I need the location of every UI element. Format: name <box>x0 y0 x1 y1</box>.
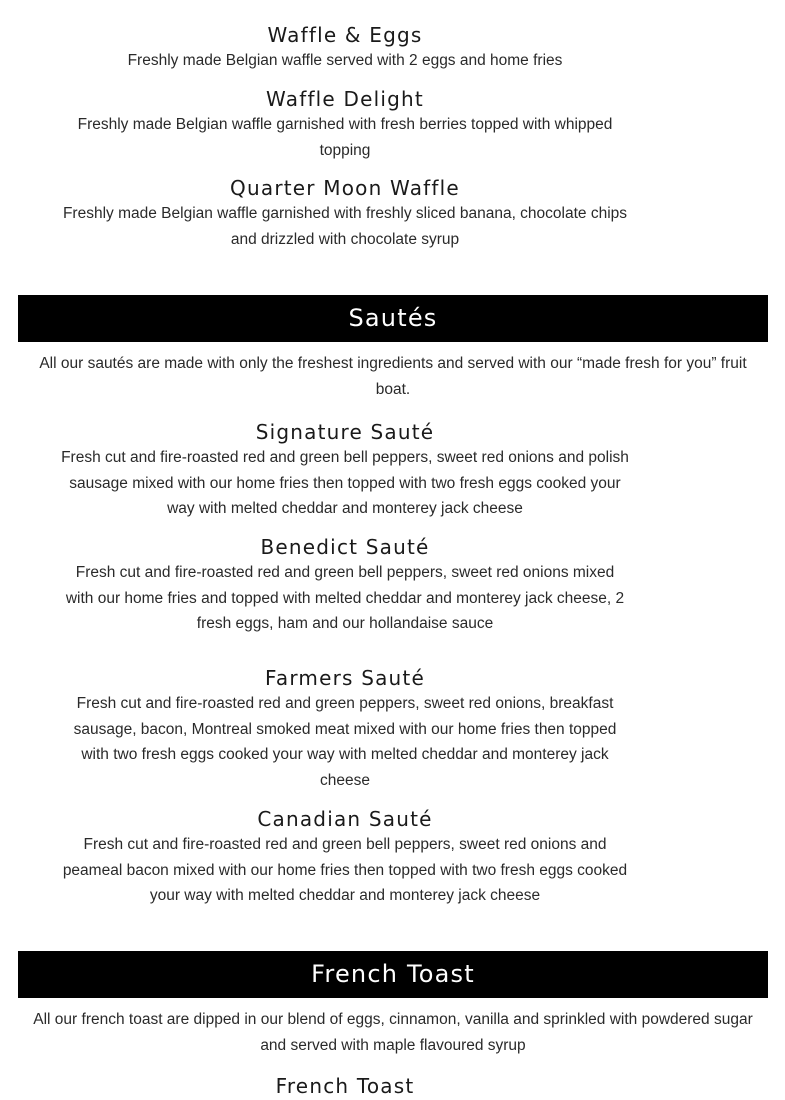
section-intro-sautes: All our sautés are made with only the freshest ingredients and served with our “made fresh for you” fruit boat. <box>39 355 747 398</box>
menu-item-french-toast <box>60 1072 630 1100</box>
menu-item-waffle-eggs <box>60 21 630 74</box>
section-header-sautes <box>18 295 768 342</box>
menu-item-title: French Toast <box>275 1074 415 1098</box>
section-intro-french-toast: All our french toast are dipped in our blend of eggs, cinnamon, vanilla and sprinkled with powdered sugar and served with maple flavoured syrup <box>33 1011 753 1054</box>
menu-item-title: Waffle Delight <box>266 87 424 111</box>
menu-item-signature-saute <box>60 418 630 522</box>
section-header-french-toast <box>18 951 768 998</box>
menu-item-title: Waffle & Eggs <box>267 23 423 47</box>
menu-item-farmers-saute <box>60 664 630 793</box>
menu-item-description: Fresh cut and fire-roasted red and green bell peppers, sweet red onions and polish sausage mixed with our home fries then topped with two fresh eggs cooked your way with melted cheddar and monterey jack cheese <box>61 449 629 517</box>
menu-item-description: Fresh cut and fire-roasted red and green bell peppers, sweet red onions and peameal bacon mixed with our home fries then topped with two fresh eggs cooked your way with melted cheddar and monterey jack cheese <box>62 836 628 904</box>
menu-item-description: Freshly made Belgian waffle garnished with freshly sliced banana, chocolate chips and drizzled with chocolate syrup <box>62 205 628 248</box>
menu-item-description: Fresh cut and fire-roasted red and green bell peppers, sweet red onions mixed with our home fries and topped with melted cheddar and monterey jack cheese, 2 fresh eggs, ham and our hollandaise sauce <box>65 564 625 632</box>
menu-item-benedict-saute <box>60 533 630 637</box>
menu-item-title: Signature Sauté <box>255 420 435 444</box>
section-title: French Toast <box>311 960 475 988</box>
menu-item-title: Quarter Moon Waffle <box>230 176 460 200</box>
menu-item-description: Freshly made Belgian waffle garnished with fresh berries topped with whipped topping <box>77 116 613 159</box>
menu-item-title: Benedict Sauté <box>260 535 430 559</box>
section-title: Sautés <box>348 304 438 332</box>
menu-item-title: Canadian Sauté <box>257 807 433 831</box>
menu-item-canadian-saute <box>60 805 630 909</box>
menu-item-quarter-moon-waffle <box>60 174 630 252</box>
menu-item-title: Farmers Sauté <box>265 666 425 690</box>
menu-item-description: Fresh cut and fire-roasted red and green peppers, sweet red onions, breakfast sausage, bacon, Montreal smoked meat mixed with our home fries then topped with two fresh eggs cooked your way with melted cheddar and monterey jack cheese <box>73 695 617 789</box>
menu-item-waffle-delight <box>60 85 630 163</box>
menu-item-description: Freshly made Belgian waffle served with 2 eggs and home fries <box>127 52 563 69</box>
